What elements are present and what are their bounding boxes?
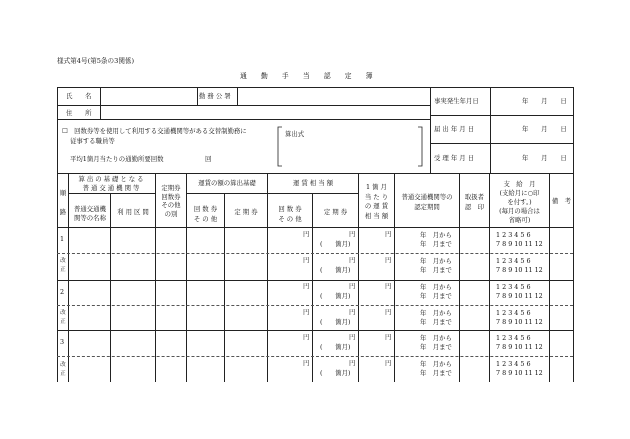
- period-from: 年 月から: [420, 334, 452, 342]
- col-fare-basis: 運賃の額の算出基礎: [198, 179, 256, 187]
- monthly-yen: 円: [385, 359, 392, 367]
- monthly-yen: 円: [385, 282, 392, 290]
- row-label: 1: [60, 235, 65, 243]
- address-label: 住 所: [66, 109, 92, 117]
- fare-teiki-months: ( 箇月): [320, 240, 351, 248]
- fare-teiki-yen: 円: [349, 308, 356, 316]
- fare-teiki-months: ( 箇月): [320, 292, 351, 300]
- fare-kaisu-yen: 円: [303, 308, 310, 316]
- fare-teiki-yen: 円: [349, 333, 356, 341]
- avg-trips-label: 平均1箇月当たりの通勤所要回数: [70, 155, 164, 163]
- fare-kaisu-yen: 円: [303, 359, 310, 367]
- pay-months-2[interactable]: 7 8 9 10 11 12: [496, 343, 543, 351]
- fare-kaisu-yen: 円: [303, 282, 310, 290]
- row-label-revision: 改 正: [60, 256, 66, 273]
- period-from: 年 月から: [420, 283, 452, 291]
- monthly-yen: 円: [385, 308, 392, 316]
- pay-months-1[interactable]: 1 2 3 4 5 6: [496, 309, 531, 317]
- fare-kaisu-yen: 円: [303, 230, 310, 238]
- monthly-yen: 円: [385, 230, 392, 238]
- fare-teiki-yen: 円: [349, 256, 356, 264]
- col-amount-teiki: 定 期 券: [323, 208, 348, 216]
- fare-kaisu-yen: 円: [303, 256, 310, 264]
- shift-work-checkbox-label[interactable]: ☐ 回数券等を使用して利用する交通機関等がある交替制勤務に: [62, 127, 247, 135]
- row-label-revision: 改 正: [60, 308, 66, 325]
- monthly-yen: 円: [385, 256, 392, 264]
- col-section: 利 用 区 間: [117, 208, 149, 216]
- period-to: 年 月まで: [420, 240, 452, 248]
- period-from: 年 月から: [420, 231, 452, 239]
- col-route: 順 路: [59, 189, 67, 216]
- fare-teiki-months: ( 箇月): [320, 266, 351, 274]
- pay-months-1[interactable]: 1 2 3 4 5 6: [496, 231, 531, 239]
- pay-months-1[interactable]: 1 2 3 4 5 6: [496, 360, 531, 368]
- col-basis-title-2: 普通交通機関等: [82, 184, 142, 192]
- receive-date-value: 年 月 日: [522, 154, 567, 162]
- pay-months-1[interactable]: 1 2 3 4 5 6: [496, 334, 531, 342]
- page-title: 通 勤 手 当 認 定 簿: [240, 72, 379, 80]
- pay-months-2[interactable]: 7 8 9 10 11 12: [496, 292, 543, 300]
- col-transport-name: 普通交通機 関等の名称: [74, 205, 106, 222]
- pay-months-1[interactable]: 1 2 3 4 5 6: [496, 257, 531, 265]
- avg-trips-unit: 回: [205, 155, 212, 163]
- period-from: 年 月から: [420, 309, 452, 317]
- pay-months-2[interactable]: 7 8 9 10 11 12: [496, 318, 543, 326]
- period-to: 年 月まで: [420, 318, 452, 326]
- period-to: 年 月まで: [420, 266, 452, 274]
- submit-date-value: 年 月 日: [522, 125, 567, 133]
- col-monthly: 1 箇 月 当 た り の 運 賃 相 当 額: [364, 183, 389, 220]
- dept-label: 勤 務 公 署: [199, 92, 231, 100]
- col-fare-kaisu: 回 数 券 そ の 他: [193, 205, 218, 223]
- receive-date-label: 受 理 年 月 日: [434, 154, 475, 162]
- period-from: 年 月から: [420, 360, 452, 368]
- col-approver: 取扱者 認 印: [464, 193, 485, 211]
- col-fare-teiki: 定 期 券: [234, 208, 258, 216]
- col-period: 普通交通機関等の 認定期間: [401, 193, 453, 211]
- pay-months-1[interactable]: 1 2 3 4 5 6: [496, 283, 531, 291]
- period-to: 年 月まで: [420, 369, 452, 377]
- fare-teiki-yen: 円: [349, 282, 356, 290]
- monthly-yen: 円: [385, 333, 392, 341]
- fare-teiki-months: ( 箇月): [320, 318, 351, 326]
- pay-months-2[interactable]: 7 8 9 10 11 12: [496, 240, 543, 248]
- col-pay-month: 支 給 月 (支給月に○印 を付す。) (毎月の場合は 省略可): [499, 180, 540, 224]
- fact-date-value: 年 月 日: [522, 97, 567, 105]
- fare-kaisu-yen: 円: [303, 333, 310, 341]
- col-fare-amount: 運 賃 相 当 額: [292, 179, 334, 187]
- fact-date-label: 事実発生年月日: [434, 97, 479, 105]
- name-label: 氏 名: [66, 92, 92, 100]
- pay-months-2[interactable]: 7 8 9 10 11 12: [496, 369, 543, 377]
- fare-teiki-months: ( 箇月): [320, 343, 351, 351]
- col-ticket-type: 定期券 回数券 その他 の別: [161, 184, 181, 218]
- period-from: 年 月から: [420, 257, 452, 265]
- col-amount-kaisu: 回 数 券 そ の 他: [278, 205, 302, 223]
- row-label: 3: [60, 338, 65, 346]
- col-remarks: 備 考: [551, 197, 572, 205]
- fare-teiki-yen: 円: [349, 359, 356, 367]
- period-to: 年 月まで: [420, 343, 452, 351]
- row-label-revision: 改 正: [60, 360, 66, 377]
- pay-months-2[interactable]: 7 8 9 10 11 12: [496, 266, 543, 274]
- fare-teiki-months: ( 箇月): [320, 369, 351, 377]
- submit-date-label: 届 出 年 月 日: [434, 125, 475, 133]
- form-number: 様式第4号(第5条の3関係): [57, 57, 135, 65]
- period-to: 年 月まで: [420, 292, 452, 300]
- col-basis-title: 算出の基礎となる: [78, 175, 146, 183]
- row-label: 2: [60, 288, 65, 296]
- calc-label: 算出式: [285, 130, 305, 138]
- shift-work-checkbox-label-2: 従事する職員等: [70, 137, 115, 145]
- fare-teiki-yen: 円: [349, 230, 356, 238]
